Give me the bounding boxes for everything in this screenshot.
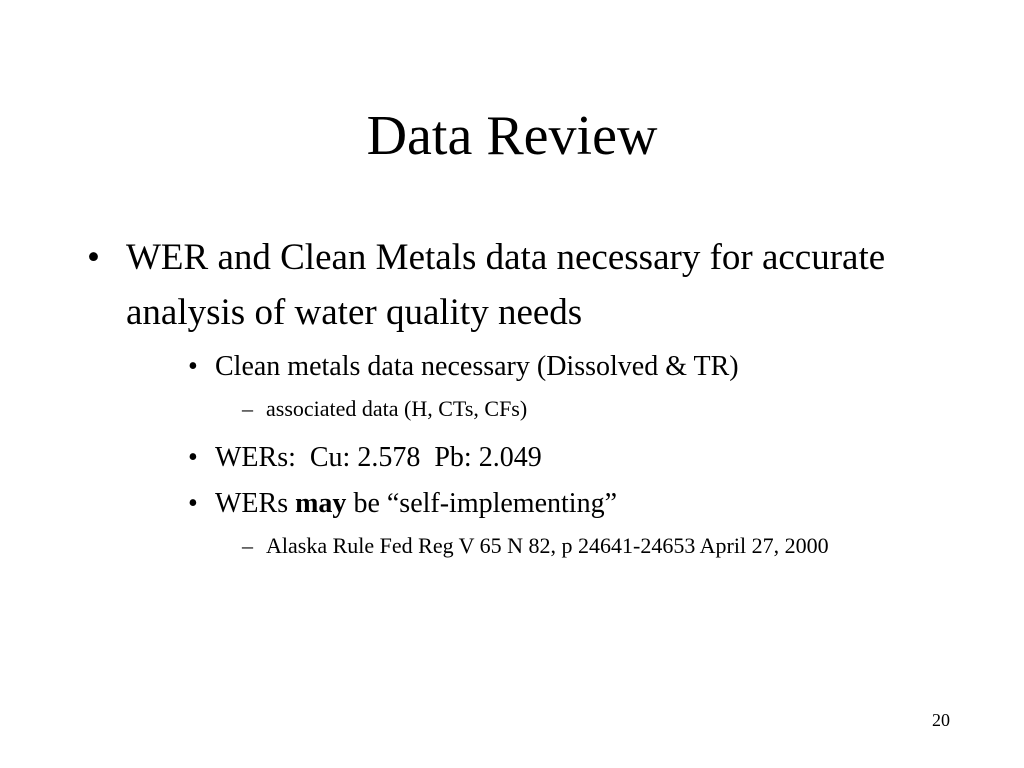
page-number: 20 [932, 710, 950, 730]
bullet-text: Alaska Rule Fed Reg V 65 N 82, p 24641-24653 April 27, 2000 [266, 533, 829, 558]
bullet-marker: • [87, 237, 100, 278]
slide-title: Data Review [366, 105, 658, 167]
bullet-level-3 [0, 529, 956, 562]
bullet-text: associated data (H, CTs, CFs) [266, 396, 528, 421]
dash-marker: – [242, 396, 253, 421]
bullet-level-2 [0, 346, 955, 388]
bullet-marker: • [188, 488, 198, 519]
bullet-text-bold: may [295, 488, 347, 519]
bullet-text: Clean metals data necessary (Dissolved & TR) [215, 351, 739, 382]
bullet-level-3 [0, 392, 956, 425]
bullet-marker: • [188, 442, 198, 473]
bullet-level-1 [0, 230, 926, 340]
bullet-level-2 [0, 483, 955, 525]
bullet-text: WERs: Cu: 2.578 Pb: 2.049 [215, 442, 542, 473]
bullet-text: WER and Clean Metals data necessary for accurate analysis of water quality needs [126, 237, 886, 333]
bullet-marker: • [188, 351, 198, 382]
slide-content [0, 230, 1024, 574]
bullet-text-before: WERs [215, 488, 296, 519]
bullet-level-2 [0, 437, 955, 479]
bullet-text-after: be “self-implementing” [346, 488, 618, 519]
dash-marker: – [242, 533, 253, 558]
